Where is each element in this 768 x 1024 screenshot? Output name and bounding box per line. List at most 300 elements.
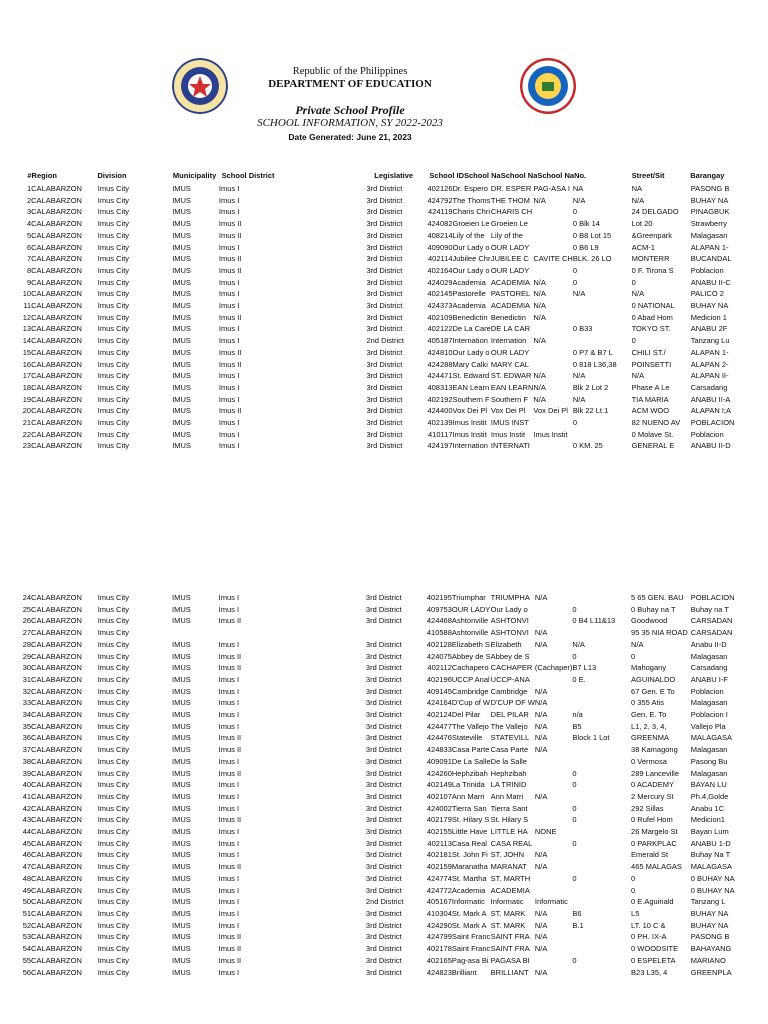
table-cell: IMUS <box>172 897 191 907</box>
table-cell: 82 NUENO AV <box>631 418 681 428</box>
table-cell: Imus City <box>97 827 129 837</box>
col-header: Street/Sit <box>631 171 665 180</box>
table-cell: Imus City <box>97 686 129 696</box>
table-row <box>0 967 768 979</box>
table-cell: Gen. E. To <box>631 710 667 720</box>
table-cell: IMUS <box>172 242 191 252</box>
table-cell: Benedictin <box>452 312 488 322</box>
table-cell: N/A <box>572 371 586 381</box>
table-cell <box>572 861 631 873</box>
table-cell: ALAPAN 1- <box>690 242 729 252</box>
table-cell: 42 <box>22 803 32 813</box>
table-cell: CALABARZON <box>31 371 82 381</box>
table-cell: 0 ESPELETA <box>631 955 676 965</box>
table-cell: PINAGBUK <box>690 207 730 217</box>
table-cell: 409090 <box>427 242 453 252</box>
table-cell: Imus I <box>218 686 240 696</box>
table-cell: Imus I <box>218 394 240 404</box>
table-cell: Our Lady o <box>490 604 528 614</box>
table-cell: IMUS <box>172 663 191 673</box>
table-cell <box>535 873 573 885</box>
table-cell: Dr. Espero <box>452 184 488 193</box>
table-cell: MARY CAL <box>490 359 529 369</box>
table-cell: Imus I <box>218 698 240 708</box>
table-cell: IMUS <box>172 651 191 661</box>
table-cell: 27 <box>22 628 32 638</box>
table-cell: BUHAY NA <box>690 195 729 205</box>
table-cell: Carsadang <box>690 663 728 673</box>
table-cell: IMUS <box>172 593 191 602</box>
table-cell: Imus II <box>218 862 242 872</box>
table-cell: 402109 <box>427 312 453 322</box>
table-cell: 0 Rufel Hom <box>631 815 673 825</box>
table-row <box>0 417 768 429</box>
table-cell: N/A <box>533 336 546 346</box>
table-cell: Imus II <box>218 347 242 357</box>
table-row <box>0 183 768 195</box>
table-cell: 95 35 NIA ROAD <box>631 628 688 638</box>
table-cell: ALAPAN 1- <box>690 347 729 357</box>
col-header: No. <box>574 171 587 180</box>
table-cell: Imus City <box>97 324 130 334</box>
table-cell: N/A <box>534 698 548 708</box>
table-cell: 1 <box>26 184 32 193</box>
table-cell: Imus I <box>218 827 240 837</box>
table-cell: 3rd District <box>365 639 402 649</box>
table-cell: 37 <box>22 745 32 755</box>
table-cell <box>572 885 631 897</box>
table-cell: 408214 <box>427 230 453 240</box>
table-cell: Imus City <box>97 336 130 346</box>
table-cell: IMUS <box>172 418 191 428</box>
table-cell: Imus City <box>97 230 130 240</box>
table-cell: Imus I <box>218 908 240 918</box>
table-cell: OUR LADY <box>490 265 530 275</box>
table-cell: IMUS <box>172 195 191 205</box>
table-cell: Imus Instit <box>533 429 568 439</box>
table-cell: 424476 <box>426 733 452 743</box>
table-cell: Imus I <box>218 429 240 439</box>
table-cell: OUR LADY <box>490 242 530 252</box>
table-row <box>0 861 768 873</box>
col-header: School ID <box>429 171 464 180</box>
table-cell: CALABARZON <box>31 382 82 392</box>
table-cell: 402107 <box>426 791 452 801</box>
table-cell: SAINT FRA <box>490 944 530 954</box>
table-cell <box>572 592 631 604</box>
table-cell: EAN Learn <box>452 382 490 392</box>
table-cell: Strawberry <box>690 219 727 229</box>
table-cell: 3rd District <box>366 230 403 240</box>
table-cell: N/A <box>572 639 585 649</box>
table-cell: Malagasan <box>690 768 728 778</box>
table-cell: 0 P7 & B7 L <box>572 347 613 357</box>
table-cell: IMUS <box>172 710 191 720</box>
table-cell: TOKYO ST. <box>631 324 671 334</box>
table-cell: Imus I <box>218 710 240 720</box>
table-cell: Imus City <box>97 651 129 661</box>
table-cell: 2 <box>26 195 32 205</box>
table-cell: N/A <box>631 195 645 205</box>
table-cell: Ashtonville <box>451 616 489 626</box>
table-cell: Imus II <box>218 955 242 965</box>
table-cell: Imus II <box>218 230 242 240</box>
table-cell: Imus I <box>218 897 240 907</box>
table-cell: CALABARZON <box>31 920 82 930</box>
table-cell: Pastorelle <box>452 289 486 299</box>
table-cell: IMUS <box>172 604 191 614</box>
table-cell: 0 E.Aguinald <box>631 897 674 907</box>
table-cell: 36 <box>22 733 32 743</box>
table-cell: ANABU I-F <box>690 674 728 684</box>
table-cell <box>535 803 573 815</box>
table-cell: 424197 <box>427 441 453 451</box>
table-cell: 0 Buhay na T <box>631 604 676 614</box>
table-cell: 3rd District <box>365 663 402 673</box>
table-cell: Hephzibah <box>451 768 488 778</box>
table-cell: CASA REAL <box>490 838 533 848</box>
table-cell: 424799 <box>426 932 452 942</box>
column-header-row <box>0 170 768 182</box>
table-cell: 41 <box>22 791 32 801</box>
table-cell <box>573 335 632 347</box>
table-row <box>0 896 768 908</box>
table-cell: 402122 <box>427 324 453 334</box>
table-cell: TRIUMPHA <box>490 593 530 602</box>
table-cell: Imus City <box>97 277 130 287</box>
table-cell: ASHTONVI <box>490 628 529 638</box>
table-cell: 3rd District <box>366 254 403 264</box>
table-cell: Imus I <box>218 838 240 848</box>
table-cell: ANABU 2F <box>690 324 728 334</box>
table-cell: St. Mark A <box>451 908 487 918</box>
table-cell: 0 818 L36,38 <box>572 359 617 369</box>
table-cell: St. John Fi <box>451 850 488 860</box>
table-cell: Ashtonville <box>451 628 489 638</box>
page-subtitle: SCHOOL INFORMATION, SY 2022-2023 <box>257 117 443 129</box>
table-cell: Imus I <box>218 791 240 801</box>
table-cell: Pasong Bu <box>690 756 728 766</box>
table-cell: 50 <box>22 897 32 907</box>
table-row <box>0 908 768 920</box>
table-cell: Poblacion <box>690 429 724 439</box>
table-cell: 2nd District <box>365 897 404 907</box>
table-row <box>0 277 768 289</box>
table-cell: Internation <box>490 336 527 346</box>
table-cell: Imus I <box>218 920 240 930</box>
table-row <box>0 230 768 242</box>
table-cell: IMUS <box>172 289 191 299</box>
table-cell: Poblacion <box>690 265 724 275</box>
table-cell: POBLACION <box>690 418 735 428</box>
table-cell: N/A <box>534 721 548 731</box>
table-cell: Ann Marri <box>451 791 485 801</box>
table-cell: 402196 <box>426 674 452 684</box>
table-cell: 0 <box>572 838 577 848</box>
table-cell: CALABARZON <box>31 862 82 872</box>
table-cell: Imus II <box>218 932 242 942</box>
table-cell: Imus City <box>97 418 130 428</box>
table-cell: 3rd District <box>365 651 402 661</box>
table-cell: CALABARZON <box>31 441 82 451</box>
table-cell: 3rd District <box>366 195 403 205</box>
table-cell: 3rd District <box>365 768 402 778</box>
col-header: School Na <box>500 171 538 180</box>
table-cell: 402112 <box>427 663 452 673</box>
table-row <box>0 779 768 791</box>
table-cell: 3rd District <box>365 803 402 813</box>
table-cell: Poblacion <box>690 686 724 696</box>
table-cell: CALABARZON <box>31 639 82 649</box>
table-cell: Malagasan <box>690 651 728 661</box>
table-cell: Imus I <box>218 721 240 731</box>
table-cell: IMUS <box>172 967 191 977</box>
table-row <box>0 206 768 218</box>
table-cell: 424792 <box>427 195 453 205</box>
table-cell: ST. MARK <box>490 920 526 930</box>
table-cell: Imus City <box>97 815 129 825</box>
table-cell: 0 ACADEMY <box>631 780 674 790</box>
table-cell: CALABARZON <box>31 815 82 825</box>
table-cell: DEL PILAR <box>490 710 529 720</box>
table-cell: 26 <box>22 616 32 626</box>
table-cell: 402192 <box>427 394 453 404</box>
table-cell: IMUS <box>172 674 191 684</box>
table-cell: 2nd District <box>366 336 404 346</box>
table-cell: GREENPLA <box>690 967 732 977</box>
table-cell <box>572 627 631 639</box>
table-cell: N/A <box>572 195 586 205</box>
table-cell: Imus City <box>97 406 130 416</box>
table-cell: Imus City <box>97 359 130 369</box>
table-cell: N/A <box>534 932 548 942</box>
table-cell: 14 <box>22 336 32 346</box>
table-cell: IMUS <box>172 184 191 193</box>
table-cell: 3rd District <box>365 780 402 790</box>
table-cell: Imus I <box>218 382 240 392</box>
table-cell: Imus II <box>218 406 242 416</box>
table-cell: 25 <box>22 604 32 614</box>
table-cell: CALABARZON <box>31 195 82 205</box>
table-cell: Imus City <box>97 745 129 755</box>
table-cell: IMUS <box>172 908 191 918</box>
table-cell: 32 <box>22 686 32 696</box>
table-cell: 424373 <box>427 301 453 311</box>
table-cell: 3rd District <box>366 394 403 404</box>
table-cell: CHILI ST./ <box>631 347 666 357</box>
table-cell: IMUS <box>172 698 191 708</box>
table-row <box>0 955 768 967</box>
table-cell: DE LA CAR <box>490 324 531 334</box>
table-cell: Imus II <box>218 768 242 778</box>
table-cell: POBLACION <box>690 593 735 602</box>
table-cell: 402124 <box>426 710 452 720</box>
table-row <box>0 674 768 686</box>
table-cell: Imus I <box>218 441 240 451</box>
table-cell: IMUS <box>172 756 191 766</box>
table-cell: 0 WOODSITE <box>631 944 679 954</box>
table-cell: 3rd District <box>365 686 402 696</box>
table-cell: Abbey de S <box>451 651 491 661</box>
table-cell <box>535 955 573 967</box>
table-cell: 3rd District <box>365 721 402 731</box>
table-cell: Cambridge <box>451 686 489 696</box>
table-cell: N/A <box>533 301 546 311</box>
table-cell: Imus City <box>97 242 130 252</box>
table-cell: POINSETTI <box>631 359 672 369</box>
table-cell: 3rd District <box>366 359 403 369</box>
table-cell: CALABARZON <box>31 230 82 240</box>
table-cell: 3rd District <box>365 850 402 860</box>
table-cell: De la Salle <box>490 756 527 766</box>
table-cell: Imus City <box>97 862 129 872</box>
table-cell: Abbey de S <box>490 651 530 661</box>
table-cell: Bayan Lum <box>690 827 729 837</box>
table-cell: 402114 <box>428 254 453 264</box>
table-cell: 0 <box>631 873 636 883</box>
table-cell: 0 <box>572 803 577 813</box>
table-cell: 6 <box>26 242 32 252</box>
table-cell: IMUS <box>172 347 191 357</box>
table-cell: Imus City <box>97 289 130 299</box>
table-cell: The Thoms <box>452 195 491 205</box>
table-cell: B5 <box>572 721 582 731</box>
table-cell: PASTOREL <box>490 289 531 299</box>
table-cell: ANABU II-C <box>690 277 731 287</box>
table-cell: 38 Kamagong <box>631 745 678 755</box>
table-cell: Our Lady o <box>452 242 490 252</box>
table-cell: CALABARZON <box>31 289 82 299</box>
table-cell: IMUS <box>172 359 191 369</box>
table-cell: The Vallejo <box>451 721 489 731</box>
table-cell: 0 <box>631 336 636 346</box>
table-cell: Groeien Le <box>452 219 490 229</box>
table-cell: 3rd District <box>366 382 403 392</box>
table-cell: CALABARZON <box>31 394 82 404</box>
table-cell: Saint Franc <box>451 944 491 954</box>
table-cell: 0 355 Atis <box>631 698 664 708</box>
table-row <box>0 639 768 651</box>
table-cell: 424400 <box>427 406 453 416</box>
table-row <box>0 931 768 943</box>
table-cell: ALAPAN 2- <box>690 359 729 369</box>
table-cell: N/A <box>534 733 548 743</box>
table-cell: 9 <box>26 277 32 287</box>
table-cell: CALABARZON <box>31 955 82 965</box>
table-cell: IMUS <box>172 885 191 895</box>
table-cell: Del Pilar <box>451 710 481 720</box>
table-cell: 0 <box>572 955 577 965</box>
table-cell: BUHAY NA <box>690 301 729 311</box>
table-cell: Imus City <box>97 674 129 684</box>
table-row <box>0 347 768 359</box>
table-cell: PASONG B <box>690 184 730 193</box>
table-cell: 3rd District <box>365 698 402 708</box>
table-cell: Imus City <box>97 780 129 790</box>
table-cell: 35 <box>22 721 32 731</box>
table-cell: Casa Real <box>451 838 487 848</box>
department-label: DEPARTMENT OF EDUCATION <box>268 78 432 90</box>
table-cell: CALABARZON <box>31 336 82 346</box>
table-cell: Hephzibah <box>490 768 527 778</box>
table-cell <box>533 440 572 452</box>
table-cell: Elizabeth S <box>451 639 490 649</box>
table-cell: Pag-asa Bi <box>451 955 489 965</box>
table-cell <box>172 627 219 639</box>
table-cell: 0 <box>631 651 636 661</box>
table-row <box>0 440 768 452</box>
table-cell: Malagasan <box>690 230 728 240</box>
table-cell: La Trinida <box>451 780 485 790</box>
table-cell: Imus I <box>218 604 240 614</box>
table-cell: Vallejo Pla <box>690 721 726 731</box>
table-cell: Ph.4,Golde <box>690 791 729 801</box>
table-row <box>0 744 768 756</box>
table-row <box>0 826 768 838</box>
table-cell: 3rd District <box>366 277 403 287</box>
table-cell <box>535 756 573 768</box>
table-cell: ST. JOHN <box>490 850 525 860</box>
table-cell: CALABARZON <box>31 686 82 696</box>
table-cell: CALABARZON <box>31 698 82 708</box>
table-cell: 3rd District <box>366 371 403 381</box>
table-cell: Academia <box>451 885 486 895</box>
table-cell: 0 BUHAY NA <box>690 885 735 895</box>
table-cell: 0 Vermosa <box>631 756 667 766</box>
table-cell: Imus City <box>97 850 129 860</box>
table-cell: IMUS <box>172 371 191 381</box>
table-cell: BRILLIANT <box>490 967 529 977</box>
table-cell: 3rd District <box>365 885 402 895</box>
table-cell: 410304 <box>426 908 452 918</box>
table-cell: N/A <box>533 289 546 299</box>
table-cell: 402178 <box>426 944 452 954</box>
table-cell: 410117 <box>428 429 453 439</box>
table-cell: N/A <box>534 791 548 801</box>
table-cell: 408313 <box>427 382 453 392</box>
table-cell: BAHAYANG <box>690 944 732 954</box>
table-cell: 51 <box>22 908 32 918</box>
table-cell: Imus City <box>97 944 129 954</box>
table-cell: Malagasan <box>690 745 728 755</box>
table-row <box>0 791 768 803</box>
table-cell: Carsadang <box>690 382 728 392</box>
table-cell: 13 <box>22 324 32 334</box>
table-cell: Imus City <box>97 207 130 217</box>
table-cell: 292 Sillas <box>631 803 664 813</box>
table-cell: 16 <box>22 359 32 369</box>
date-generated: Date Generated: June 21, 2023 <box>288 132 412 142</box>
table-cell: 402179 <box>426 815 452 825</box>
table-cell: Internation <box>452 441 488 451</box>
table-cell: Imus City <box>97 604 129 614</box>
table-cell <box>533 242 572 254</box>
table-cell: 3 <box>26 207 32 217</box>
table-cell <box>572 826 631 838</box>
table-cell: 53 <box>22 932 32 942</box>
table-row <box>0 253 768 265</box>
table-cell: 30 <box>22 663 32 673</box>
table-cell: ACADEMIA <box>490 885 530 895</box>
table-cell: Imus I <box>218 850 240 860</box>
table-row <box>0 686 768 698</box>
table-row <box>0 359 768 371</box>
table-row <box>0 429 768 441</box>
table-cell: UCCP Anal <box>451 674 490 684</box>
table-cell: 0 PH. IX-A <box>631 932 667 942</box>
school-table-top <box>0 183 768 452</box>
table-cell: L5 <box>631 908 640 918</box>
